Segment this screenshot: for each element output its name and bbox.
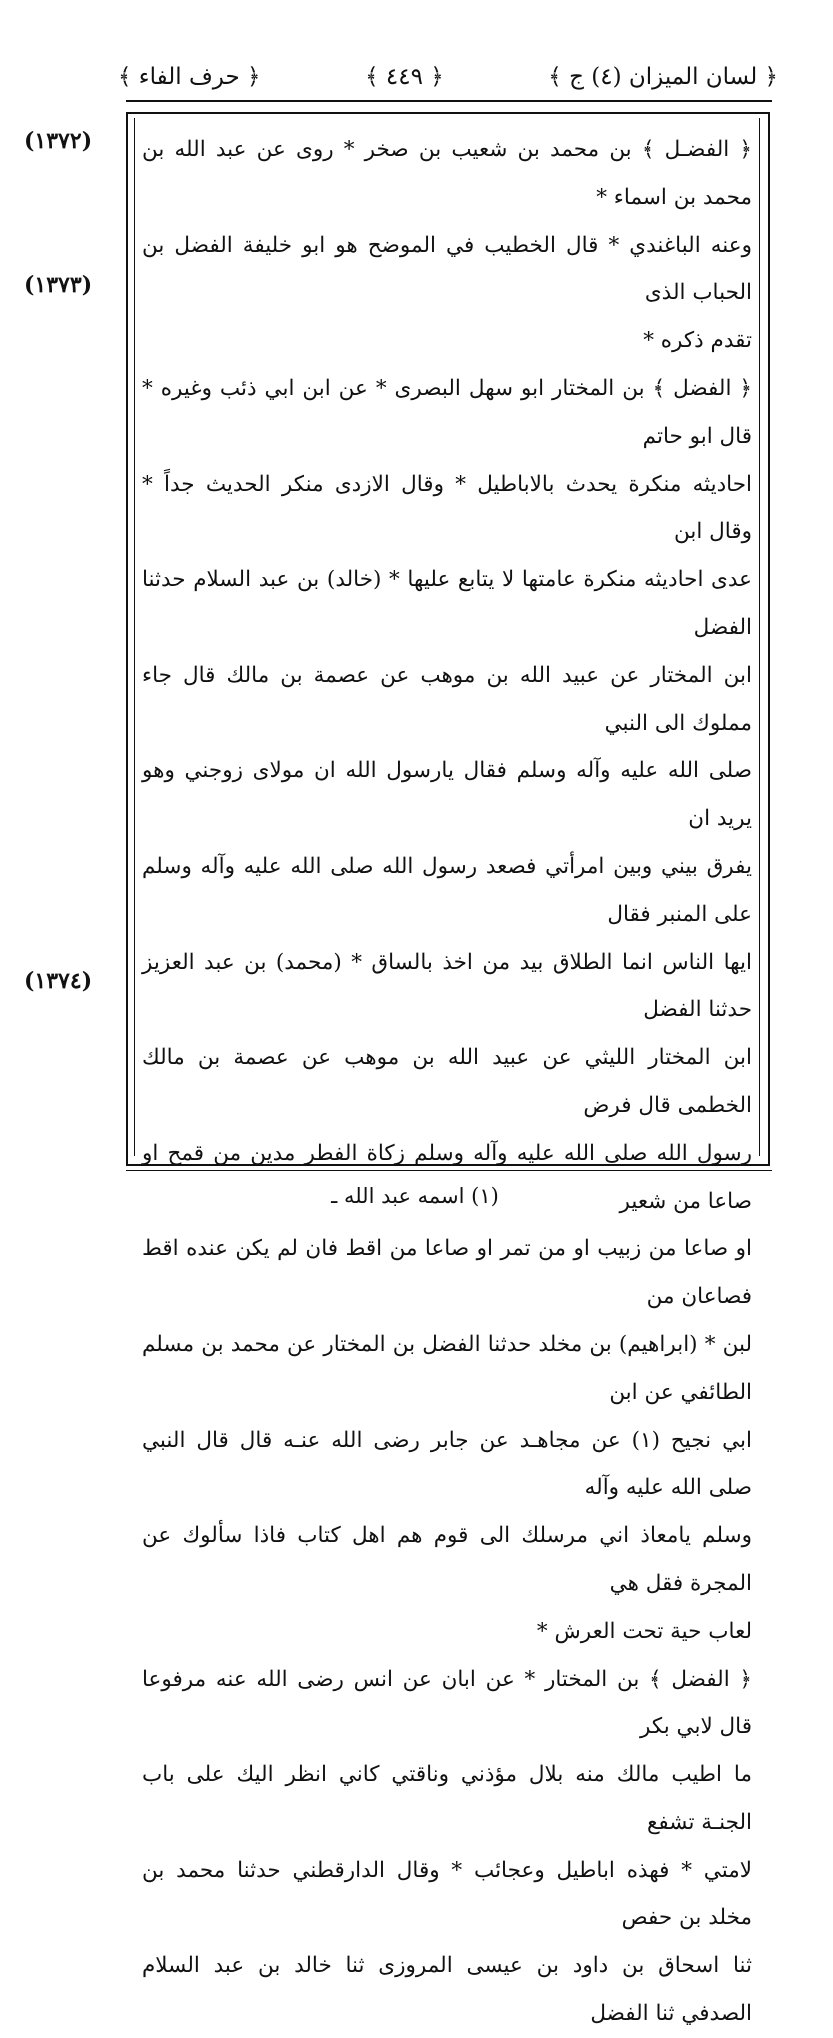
text-line: لعاب حية تحت العرش *	[536, 1618, 752, 1644]
text-line: ايها الناس انما الطلاق بيد من اخذ بالساق * (محمد) بن عبد العزيز حدثنا الفضل	[142, 949, 752, 1023]
text-line: ابن المختار الليثي عن عبيد الله بن موهب عن عصمة بن مالك الخطمى قال فرض	[142, 1045, 752, 1118]
text-line: صلى الله عليه وآله وسلم فقال يارسول الله ان مولاى زوجني وهو يريد ان	[142, 758, 752, 832]
text-line: وعنه الباغندي * قال الخطيب في الموضح هو ابو خليفة الفضل بن الحباب الذى	[142, 232, 752, 306]
header-book-title: ﴿ لسان الميزان (٤) ج ﴾	[548, 64, 778, 90]
footnote-rule	[126, 1170, 772, 1171]
text-line: ﴿ الفضل ﴾ بن المختار * عن ابان عن انس رضى الله عنه مرفوعا قال لابي بكر	[142, 1666, 752, 1740]
text-line: ﴿ الفضـل ﴾ بن محمد بن شعيب بن صخر * روى عن عبد الله بن محمد بن اسماء *	[142, 137, 752, 210]
text-line: احاديثه منكرة يحدث بالاباطيل * وقال الازدى منكر الحديث جداً * وقال ابن	[142, 471, 752, 545]
footnote: (١) اسمه عبد الله ـ	[331, 1184, 499, 1208]
running-header	[118, 52, 778, 102]
text-line: لامتي * فهذه اباطيل وعجائب * وقال الدارقطني حدثنا محمد بن مخلد بن حفص	[142, 1857, 752, 1931]
text-line: ثنا اسحاق بن داود بن عيسى المروزى ثنا خالد بن عبد السلام الصدفي ثنا الفضل	[142, 1953, 752, 2027]
entry-number-1374: (١٣٧٤)	[24, 968, 93, 994]
main-text	[142, 126, 752, 2038]
text-line: رسول الله صلى الله عليه وآله وسلم زكاة الفطر مدين من قمح او صاعا من شعير	[142, 1140, 752, 1214]
text-line: ابن المختار عن عبيد الله بن موهب عن عصمة بن مالك قال جاء مملوك الى النبي	[142, 662, 752, 736]
text-line: ﴿ الفضل ﴾ بن المختار ابو سهل البصرى * عن ابن ابي ذئب وغيره * قال ابو حاتم	[142, 375, 752, 449]
header-page-number: ﴿ ٤٤٩ ﴾	[365, 64, 444, 90]
text-line: تقدم ذكره *	[643, 328, 752, 354]
header-rule	[126, 100, 772, 102]
text-line: ابي نجيح (١) عن مجاهـد عن جابر رضى الله عنـه قال قال النبي صلى الله عليه وآله	[142, 1427, 752, 1501]
text-line: وسلم يامعاذ اني مرسلك الى قوم هم اهل كتاب فاذا سألوك عن المجرة فقل هي	[142, 1523, 752, 1596]
entry-number-1372: (١٣٧٢)	[24, 128, 93, 154]
text-line: او صاعا من زبيب او من تمر او صاعا من اقط فان لم يكن عنده اقط فصاعان من	[142, 1236, 752, 1310]
text-line: لبن * (ابراهيم) بن مخلد حدثنا الفضل بن المختار عن محمد بن مسلم الطائفي عن ابن	[142, 1331, 752, 1405]
text-line: يفرق بيني وبين امرأتي فصعد رسول الله صلى الله عليه وآله وسلم على المنبر فقال	[142, 853, 752, 927]
header-chapter: ﴿ حرف الفاء ﴾	[118, 64, 261, 90]
text-line: عدى احاديثه منكرة عامتها لا يتابع عليها * (خالد) بن عبد السلام حدثنا الفضل	[142, 567, 752, 640]
text-line: ما اطيب مالك منه بلال مؤذني وناقتي كاني انظر اليك على باب الجنـة تشفع	[142, 1762, 752, 1835]
entry-number-1373: (١٣٧٣)	[24, 272, 93, 298]
